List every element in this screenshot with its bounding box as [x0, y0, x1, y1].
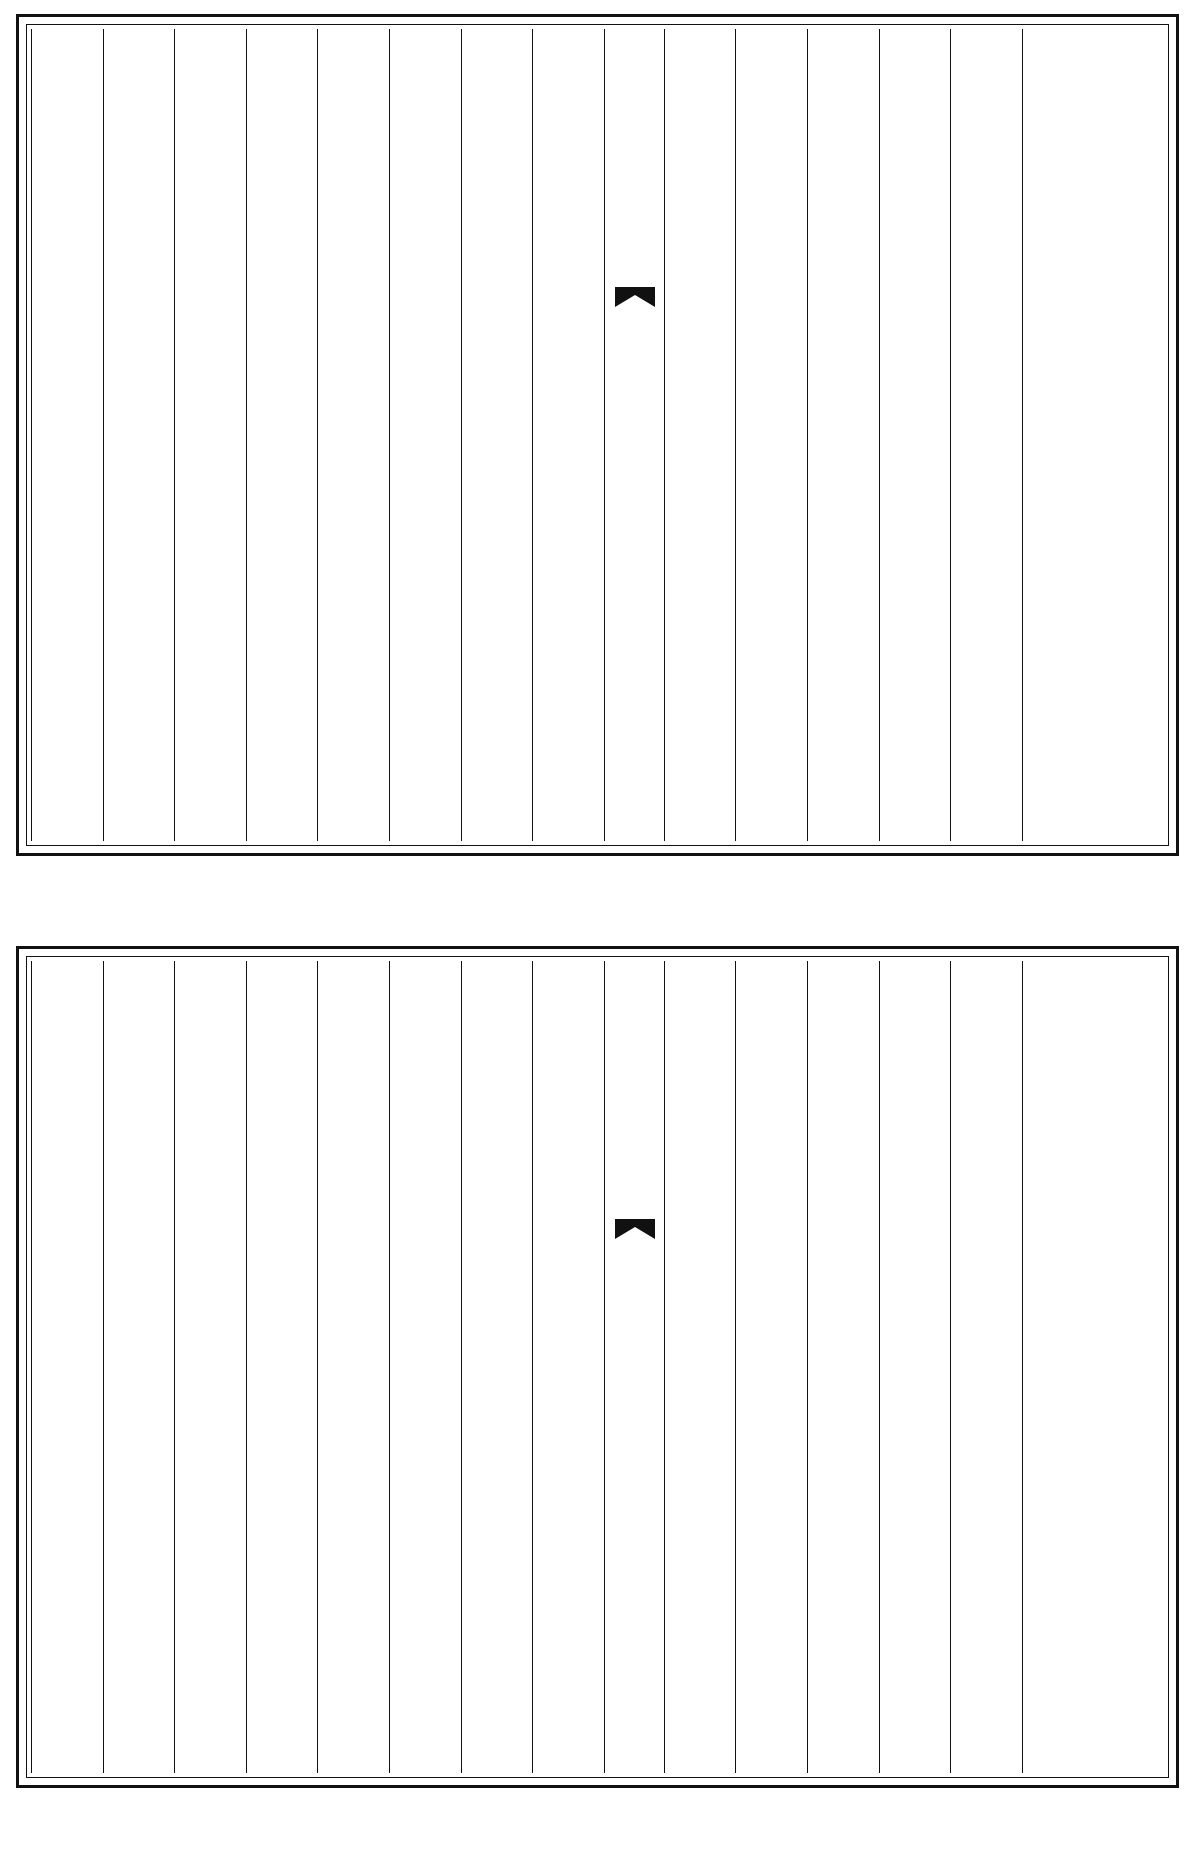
- text-column: [532, 961, 604, 1773]
- text-column: [735, 961, 807, 1773]
- text-column: [807, 961, 879, 1773]
- top-page-panel: [16, 14, 1179, 856]
- bottom-page-panel: [16, 946, 1179, 1788]
- text-column: [246, 29, 318, 841]
- text-column: [103, 29, 175, 841]
- fish-tail-mark-icon: [615, 287, 655, 307]
- text-column: [389, 961, 461, 1773]
- text-columns: [31, 961, 1164, 1773]
- text-column: [246, 961, 318, 1773]
- fish-tail-mark-icon: [615, 1219, 655, 1239]
- text-column: [461, 961, 533, 1773]
- text-column: [1022, 961, 1094, 1773]
- center-margin: [604, 29, 664, 841]
- text-column: [1093, 961, 1164, 1773]
- text-column: [461, 29, 533, 841]
- center-margin: [604, 961, 664, 1773]
- text-column: [317, 961, 389, 1773]
- text-column: [1093, 29, 1164, 841]
- text-column: [879, 29, 951, 841]
- text-column: [31, 961, 103, 1773]
- text-column: [532, 29, 604, 841]
- text-column: [807, 29, 879, 841]
- text-column: [879, 961, 951, 1773]
- text-column: [174, 961, 246, 1773]
- text-column: [103, 961, 175, 1773]
- text-column: [317, 29, 389, 841]
- text-column: [174, 29, 246, 841]
- text-column: [1022, 29, 1094, 841]
- text-column: [950, 961, 1022, 1773]
- text-column: [950, 29, 1022, 841]
- text-column: [664, 961, 736, 1773]
- text-column: [389, 29, 461, 841]
- text-columns: [31, 29, 1164, 841]
- text-column: [31, 29, 103, 841]
- text-column: [664, 29, 736, 841]
- text-column: [735, 29, 807, 841]
